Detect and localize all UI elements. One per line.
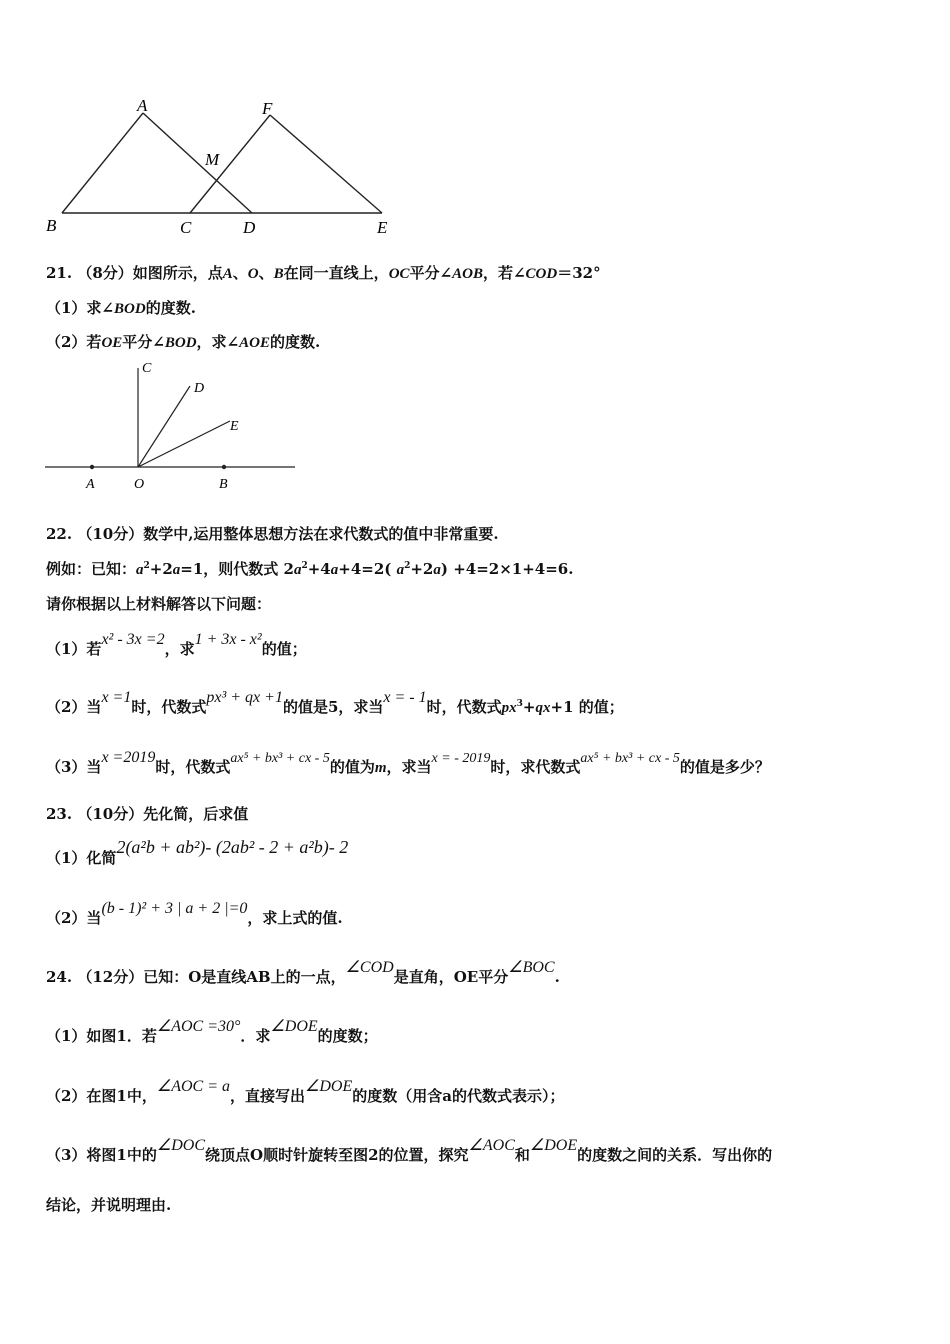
- q22-part2: （2）当x =1时，代数式px³ + qx +1的值是5，求当x = - 1时，代数式$px^3+qx+1$ 的值；: [46, 689, 624, 716]
- q24-part3: （3）将图1中的∠DOC绕顶点O顺时针旋转至图2的位置，探究∠AOC和∠DOE的度数之间的关系．写出你的: [46, 1137, 773, 1164]
- q22-part3: （3）当x =2019时，代数式ax⁵ + bx³ + cx - 5的值为m，求当x = - 2019时，求代数式ax⁵ + bx³ + cx - 5的值是多少？: [46, 749, 770, 776]
- q21-part1: （1）求∠BOD的度数.: [46, 299, 196, 317]
- q21-stem: 21. （8分）如图所示，点A、O、B在同一直线上，OC平分∠AOB，若∠COD＝32°: [46, 264, 601, 282]
- fig-label-E: E: [230, 419, 239, 434]
- label-E: E: [377, 218, 388, 237]
- q22-example: 例如：已知：$a^2+2a=1$，则代数式 $2a^2+4a+4=2$( $a^2+2a) +4=2\times 1+4=6$.: [46, 560, 574, 578]
- q21-part2: （2）若OE平分∠BOD，求∠AOE的度数.: [46, 333, 321, 351]
- label-M: M: [205, 150, 220, 169]
- q22-intro: 请你根据以上材料解答以下问题：: [46, 595, 272, 613]
- fig-label-C: C: [142, 361, 152, 376]
- angle-figure-q21: [40, 356, 300, 496]
- q22-part1: （1）若x² - 3x =2，求1 + 3x - x²的值；: [46, 631, 307, 658]
- q23-stem: 23. （10分）先化简，后求值: [46, 805, 249, 823]
- label-B: B: [46, 216, 57, 235]
- q24-part3-cont: 结论，并说明理由.: [46, 1196, 172, 1214]
- label-F: F: [262, 99, 273, 118]
- label-D: D: [243, 218, 256, 237]
- q23-part2: （2）当(b - 1)² + 3 | a + 2 |=0，求上式的值.: [46, 900, 343, 927]
- fig-label-B: B: [219, 477, 228, 492]
- q24-stem: 24. （12分）已知：O是直线AB上的一点，∠COD是直角，OE平分∠BOC.: [46, 959, 560, 986]
- q22-stem: 22. （10分）数学中,运用整体思想方法在求代数式的值中非常重要.: [46, 525, 499, 543]
- q23-part1: （1）化简2(a²b + ab²)- (2ab² - 2 + a²b)- 2: [46, 837, 349, 867]
- triangle-figure: [40, 95, 400, 245]
- fig-label-O: O: [134, 477, 145, 492]
- fig-label-A: A: [86, 477, 95, 492]
- q24-part1: （1）如图1．若∠AOC =30°．求∠DOE的度数；: [46, 1018, 378, 1045]
- q24-part2: （2）在图1中，∠AOC = a，直接写出∠DOE的度数（用含a的代数式表示）；: [46, 1078, 565, 1105]
- label-A: A: [137, 96, 148, 115]
- fig-label-D: D: [194, 381, 205, 396]
- label-C: C: [180, 218, 192, 237]
